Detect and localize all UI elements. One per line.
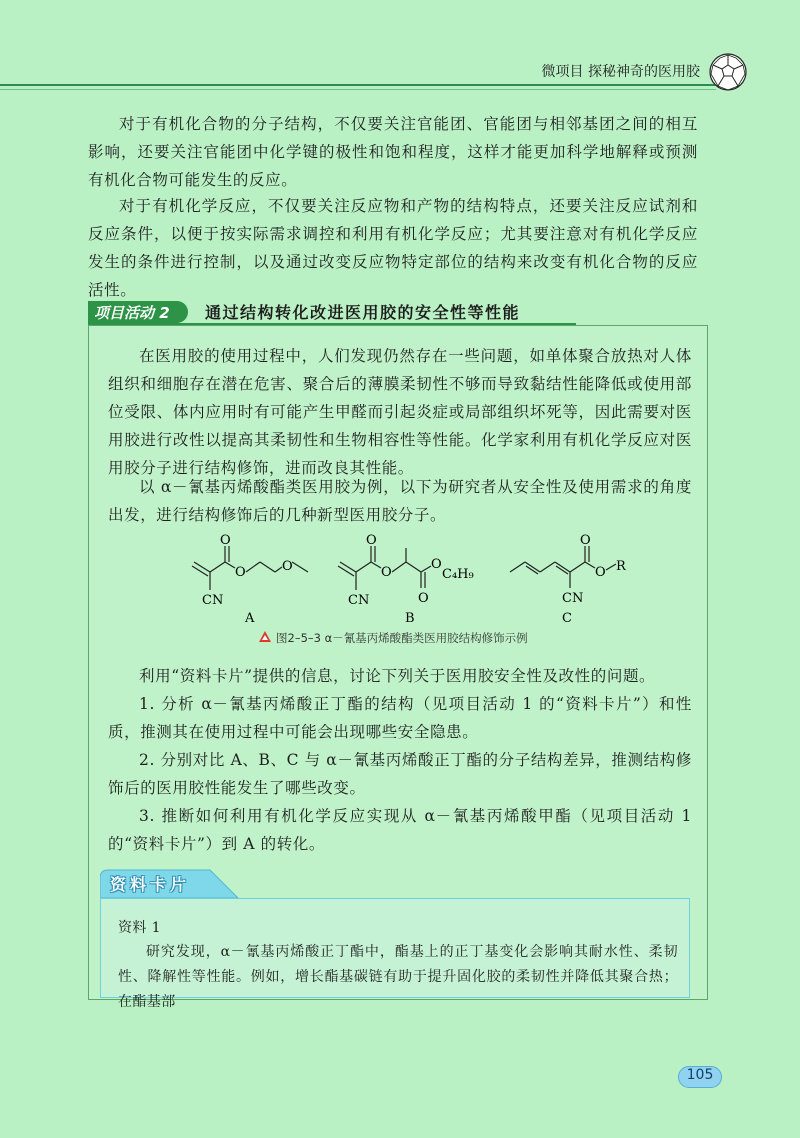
molecule-b-label: B	[405, 611, 415, 626]
molecule-c-label: C	[562, 611, 572, 626]
molecule-a-label: A	[245, 611, 255, 626]
molecule-b-ester-o: O	[381, 565, 392, 580]
molecule-a-cn: CN	[202, 593, 224, 608]
molecule-b-cn: CN	[348, 593, 370, 608]
molecule-c-carbonyl-o: O	[580, 533, 591, 548]
molecule-c-r-group: R	[616, 559, 626, 574]
data-card-heading: 资料 1	[118, 920, 161, 936]
activity-paragraph-1: 在医用胶的使用过程中，人们发现仍然存在一些问题，如单体聚合放热对人体组织和细胞存在潜在危害、聚合后的薄膜柔韧性不够而导致黏结性能降低或使用部位受限、体内应用时有可能产生甲醛而引起炎症或局部组织坏死等，因此需要对医用胶进行改性以提高其柔韧性和生物相容性等性能。化学家利用有机化学反应对医用胶分子进行结构修饰，进而改良其性能。	[108, 347, 692, 477]
molecule-a-ether-o: O	[282, 559, 293, 574]
activity-title-rule	[88, 323, 576, 325]
figure-triangle-icon	[258, 630, 272, 644]
molecule-a-carbonyl-o: O	[220, 533, 231, 548]
molecule-b-butyl: C₄H₉	[442, 567, 474, 582]
activity-title: 通过结构转化改进医用胶的安全性等性能	[205, 303, 521, 322]
intro-paragraph-2: 对于有机化学反应，不仅要关注反应物和产物的结构特点，还要关注反应试剂和反应条件，以便于按实际需求调控和利用有机化学反应；尤其要注意对有机化学反应发生的条件进行控制，以及通过改变反应物特定部位的结构来改变有机化合物的反应活性。	[88, 197, 698, 299]
intro-paragraph-1: 对于有机化合物的分子结构，不仅要关注官能团、官能团与相邻基团之间的相互影响，还要关注官能团中化学键的极性和饱和程度，这样才能更加科学地解释或预测有机化合物可能发生的反应。	[88, 115, 698, 189]
molecule-b-carbonyl-o: O	[366, 533, 377, 548]
question-1: 1. 分析 α－氰基丙烯酸正丁酯的结构（见项目活动 1 的“资料卡片”）和性质，推测其在使用过程中可能会出现哪些安全隐患。	[108, 695, 692, 741]
molecule-c-ester-o: O	[595, 565, 606, 580]
figure-caption: 图2–5–3 α－氰基丙烯酸酯类医用胶结构修饰示例	[276, 631, 528, 645]
page-number: 105	[686, 1067, 714, 1083]
molecule-b-second-ester-o: O	[431, 557, 442, 572]
discussion-intro: 利用“资料卡片”提供的信息，讨论下列关于医用胶安全性及改性的问题。	[139, 667, 656, 685]
data-card-tab: 资料卡片	[110, 875, 191, 894]
activity-paragraph-2: 以 α－氰基丙烯酸酯类医用胶为例，以下为研究者从安全性及使用需求的角度出发，进行结构修饰后的几种新型医用胶分子。	[108, 478, 692, 524]
molecule-a-ester-o: O	[235, 565, 246, 580]
activity-tag: 项目活动 2	[94, 304, 170, 322]
molecule-structures-figure	[180, 530, 650, 630]
data-card-text: 研究发现，α－氰基丙烯酸正丁酯中，酯基上的正丁基变化会影响其耐水性、柔韧性、降解性等性能。例如，增长酯基碳链有助于提升固化胶的柔韧性并降低其聚合热；在酯基部	[118, 944, 678, 1010]
fullerene-ball-icon	[708, 52, 748, 92]
header-rule-thin	[0, 89, 716, 90]
molecule-b-second-carbonyl-o: O	[418, 591, 429, 606]
question-2: 2. 分别对比 A、B、C 与 α－氰基丙烯酸正丁酯的分子结构差异，推测结构修饰后的医用胶性能发生了哪些改变。	[108, 751, 692, 797]
header-rule	[0, 84, 716, 86]
molecule-c-cn: CN	[562, 591, 584, 606]
question-3: 3. 推断如何利用有机化学反应实现从 α－氰基丙烯酸甲酯（见项目活动 1 的“资料卡片”）到 A 的转化。	[108, 807, 692, 853]
running-header-title: 微项目 探秘神奇的医用胶	[541, 64, 700, 80]
